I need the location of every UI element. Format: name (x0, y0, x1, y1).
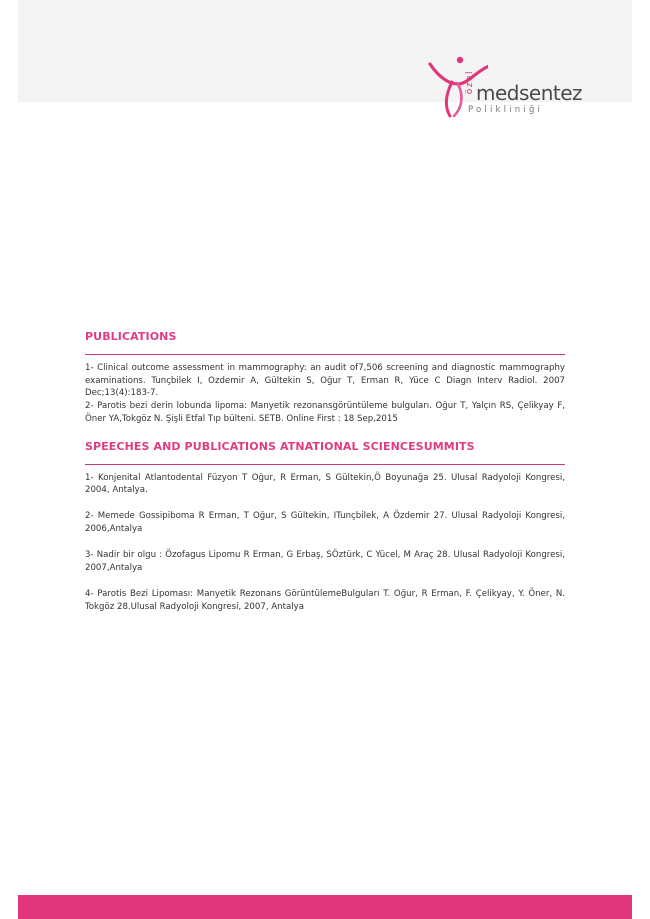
publications-title: PUBLICATIONS (85, 330, 177, 343)
speech-item: 2- Memede Gossipiboma R Erman, T Oğur, S Gültekin, ITunçbilek, A Özdemir 27. Ulusal Radyoloji Kongresi, 2006,Antalya (85, 511, 565, 535)
logo-subtitle-text: Polikliniği (468, 105, 544, 115)
speech-item: 4- Parotis Bezi Lipoması: Manyetik Rezonans GörüntülemeBulguları T. Oğur, R Erman, F. Çelikyay, Y. Öner, N. Tokgöz 28.Ulusal Radyoloji Kongresi, 2007, Antalya (85, 589, 565, 612)
main-content (85, 330, 565, 627)
publication-item: 2- Parotis bezi derin lobunda lipoma: Manyetik rezonansgörüntüleme bulguları. Oğur T, Yalçın RS, Çelikyay F, Öner YA,Tokgöz N. Şişli Etfal Tıp bülteni. SETB. Online First : 18 Sep,2015 (85, 401, 565, 424)
speech-item: 1- Konjenital Atlantodental Füzyon T Oğur, R Erman, S Gültekin,Ö Boyunağa 25. Ulusal Radyoloji Kongresi, 2004, Antalya. (85, 472, 565, 496)
publications-section (85, 330, 565, 426)
logo-name-text: medsentez (476, 81, 583, 105)
speech-item: 3- Nadir bir olgu : Özofagus Lipomu R Erman, G Erbaş, SÖztürk, C Yücel, M Araç 28. Ulusal Radyoloji Kongresi, 2007,Antalya (85, 550, 565, 574)
publications-divider (85, 354, 565, 355)
speeches-title: SPEECHES AND PUBLICATIONS ATNATIONAL SCIENCESUMMITS (85, 439, 475, 453)
logo-ozel-text: özel (465, 70, 475, 95)
speeches-divider (85, 464, 565, 465)
publications-list (85, 362, 565, 426)
speeches-list (85, 472, 565, 614)
footer-band (18, 895, 632, 919)
logo (428, 54, 583, 120)
publication-item: 1- Clinical outcome assessment in mammography: an audit of7,506 screening and diagnostic mammography examinations. Tunçbilek I, Ozdemir A, Gültekin S, Oğur T, Erman R, Yüce C Diagn Interv Radiol. 2007 Dec;13(4):183-7. (85, 363, 565, 399)
speeches-section (85, 440, 565, 614)
